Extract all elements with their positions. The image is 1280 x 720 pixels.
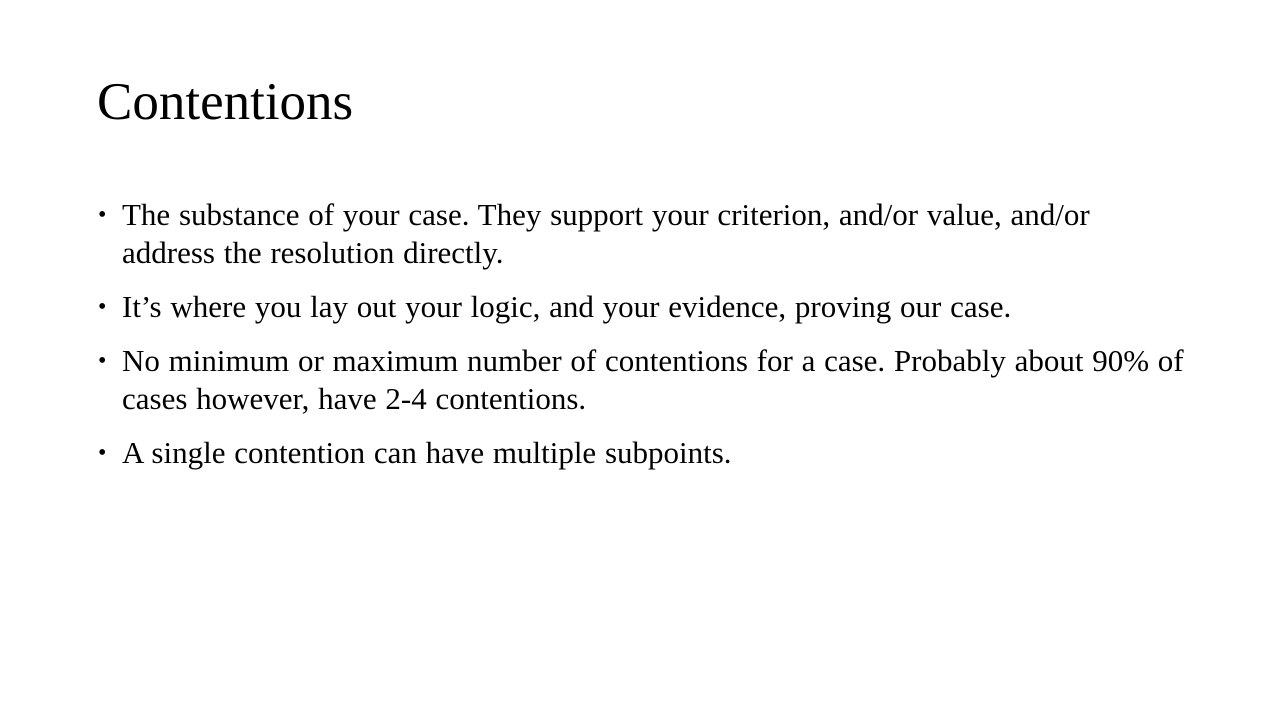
bullet-text: No minimum or maximum number of contentions for a case. Probably about 90% of cases however, have 2-4 contentions. bbox=[122, 343, 1184, 416]
bullet-list bbox=[98, 196, 1188, 488]
bullet-text: A single contention can have multiple subpoints. bbox=[122, 435, 732, 470]
bullet-dot-icon: • bbox=[98, 348, 107, 374]
bullet-dot-icon: • bbox=[98, 294, 107, 320]
bullet-item bbox=[98, 196, 1188, 272]
bullet-dot-icon: • bbox=[98, 202, 107, 228]
bullet-item bbox=[98, 342, 1188, 418]
bullet-item bbox=[98, 434, 1188, 472]
slide-title: Contentions bbox=[97, 73, 354, 131]
bullet-item bbox=[98, 288, 1188, 326]
bullet-text: It’s where you lay out your logic, and your evidence, proving our case. bbox=[122, 289, 1012, 324]
bullet-text: The substance of your case. They support your criterion, and/or value, and/or address the resolution directly. bbox=[122, 197, 1090, 270]
bullet-dot-icon: • bbox=[98, 440, 107, 466]
